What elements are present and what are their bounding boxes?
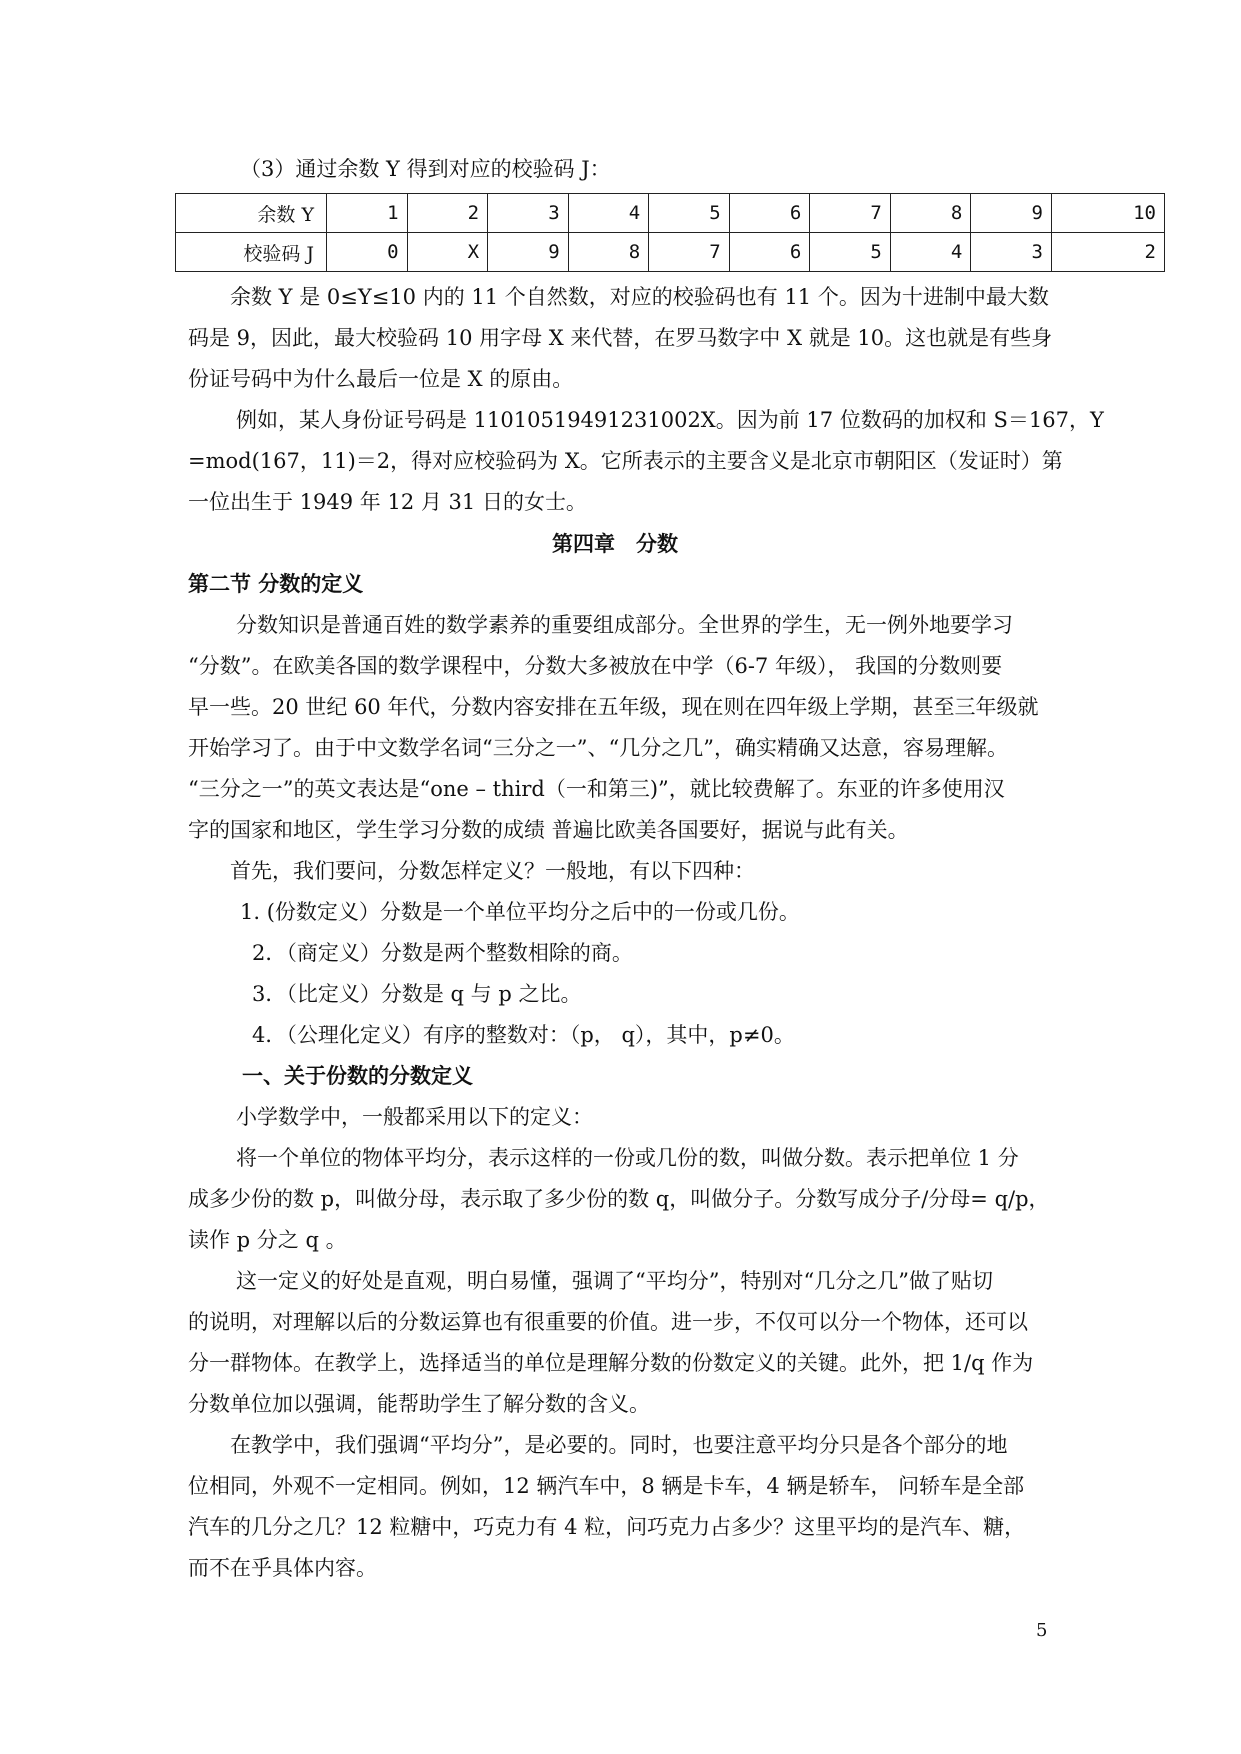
table-cell: 6 <box>729 194 810 233</box>
table-cell: 4 <box>890 233 971 272</box>
paragraph-line: 例如，某人身份证号码是 11010519491231002X。因为前 17 位数码的加权和 S＝167，Y <box>236 408 1104 432</box>
page-number: 5 <box>1036 1620 1048 1641</box>
paragraph-line: 份证号码中为什么最后一位是 X 的原由。 <box>188 367 574 391</box>
table-cell: 10 <box>1051 194 1164 233</box>
paragraph-line: 位相同，外观不一定相同。例如，12 辆汽车中，8 辆是卡车，4 辆是轿车， 问轿车是全部 <box>188 1474 1025 1498</box>
subsection-title: 一、关于份数的分数定义 <box>242 1063 473 1088</box>
table-cell: 9 <box>971 194 1052 233</box>
table-cell: 6 <box>729 233 810 272</box>
table-row <box>176 194 1165 233</box>
table-cell: 7 <box>649 233 730 272</box>
definition-item: 1. (份数定义）分数是一个单位平均分之后中的一份或几份。 <box>240 900 800 924</box>
table-cell: 3 <box>488 194 569 233</box>
table-header-remainder: 余数 Y <box>176 194 327 233</box>
section-title: 第二节 分数的定义 <box>188 571 364 596</box>
paragraph-line: 而不在乎具体内容。 <box>188 1556 377 1580</box>
paragraph-line: 一位出生于 1949 年 12 月 31 日的女士。 <box>188 490 587 514</box>
table-cell: 4 <box>568 194 649 233</box>
table-cell: 9 <box>488 233 569 272</box>
paragraph-line: 分数单位加以强调，能帮助学生了解分数的含义。 <box>188 1392 650 1416</box>
table-header-check-code: 校验码 J <box>176 233 327 272</box>
table-intro: （3）通过余数 Y 得到对应的校验码 J： <box>240 157 611 181</box>
table-cell: 0 <box>327 233 408 272</box>
paragraph-line: 小学数学中，一般都采用以下的定义： <box>236 1105 593 1129</box>
paragraph-line: 余数 Y 是 0≤Y≤10 内的 11 个自然数，对应的校验码也有 11 个。因为十进制中最大数 <box>230 285 1049 309</box>
paragraph-line: 读作 p 分之 q 。 <box>188 1228 347 1252</box>
table-cell: 5 <box>810 233 891 272</box>
paragraph-line: 分一群物体。在教学上，选择适当的单位是理解分数的份数定义的关键。此外，把 1/q 作为 <box>188 1351 1034 1375</box>
definition-item: 3．（比定义）分数是 q 与 p 之比。 <box>252 982 582 1006</box>
paragraph-line: =mod(167，11)＝2，得对应校验码为 X。它所表示的主要含义是北京市朝阳区（发证时）第 <box>188 449 1063 473</box>
paragraph-line: 在教学中，我们强调“平均分”，是必要的。同时，也要注意平均分只是各个部分的地 <box>230 1433 1008 1457</box>
table-cell: 2 <box>1051 233 1164 272</box>
paragraph-line: 首先，我们要问，分数怎样定义？一般地，有以下四种： <box>230 859 755 883</box>
check-code-table <box>175 193 1165 272</box>
paragraph-line: “三分之一”的英文表达是“one – third（一和第三)”，就比较费解了。东亚的许多使用汉 <box>188 777 1005 801</box>
paragraph-line: “分数”。在欧美各国的数学课程中，分数大多被放在中学（6-7 年级）， 我国的分数则要 <box>188 654 1003 678</box>
table-cell: 2 <box>407 194 488 233</box>
paragraph-line: 开始学习了。由于中文数学名词“三分之一”、“几分之几”，确实精确又达意，容易理解。 <box>188 736 1008 760</box>
table-row <box>176 233 1165 272</box>
table-cell: 5 <box>649 194 730 233</box>
definition-item: 2．（商定义）分数是两个整数相除的商。 <box>252 941 633 965</box>
paragraph-line: 字的国家和地区，学生学习分数的成绩 普遍比欧美各国要好，据说与此有关。 <box>188 818 909 842</box>
paragraph-line: 早一些。20 世纪 60 年代，分数内容安排在五年级，现在则在四年级上学期，甚至三年级就 <box>188 695 1039 719</box>
paragraph-line: 分数知识是普通百姓的数学素养的重要组成部分。全世界的学生，无一例外地要学习 <box>236 613 1013 637</box>
table-cell: 8 <box>890 194 971 233</box>
paragraph-line: 的说明，对理解以后的分数运算也有很重要的价值。进一步，不仅可以分一个物体，还可以 <box>188 1310 1028 1334</box>
table-cell: 8 <box>568 233 649 272</box>
paragraph-line: 这一定义的好处是直观，明白易懂，强调了“平均分”，特别对“几分之几”做了贴切 <box>236 1269 993 1293</box>
table-cell: 3 <box>971 233 1052 272</box>
table-cell: 7 <box>810 194 891 233</box>
paragraph-line: 码是 9，因此，最大校验码 10 用字母 X 来代替，在罗马数字中 X 就是 10。这也就是有些身 <box>188 326 1053 350</box>
definition-item: 4．（公理化定义）有序的整数对：（p， q），其中，p≠0。 <box>252 1023 795 1047</box>
chapter-title: 第四章 分数 <box>552 531 678 556</box>
table-cell: X <box>407 233 488 272</box>
table-cell: 1 <box>327 194 408 233</box>
paragraph-line: 汽车的几分之几？12 粒糖中，巧克力有 4 粒，问巧克力占多少？这里平均的是汽车、糖， <box>188 1515 1026 1539</box>
paragraph-line: 将一个单位的物体平均分，表示这样的一份或几份的数，叫做分数。表示把单位 1 分 <box>236 1146 1019 1170</box>
paragraph-line: 成多少份的数 p，叫做分母，表示取了多少份的数 q，叫做分子。分数写成分子/分母= q/p， <box>188 1187 1050 1211</box>
